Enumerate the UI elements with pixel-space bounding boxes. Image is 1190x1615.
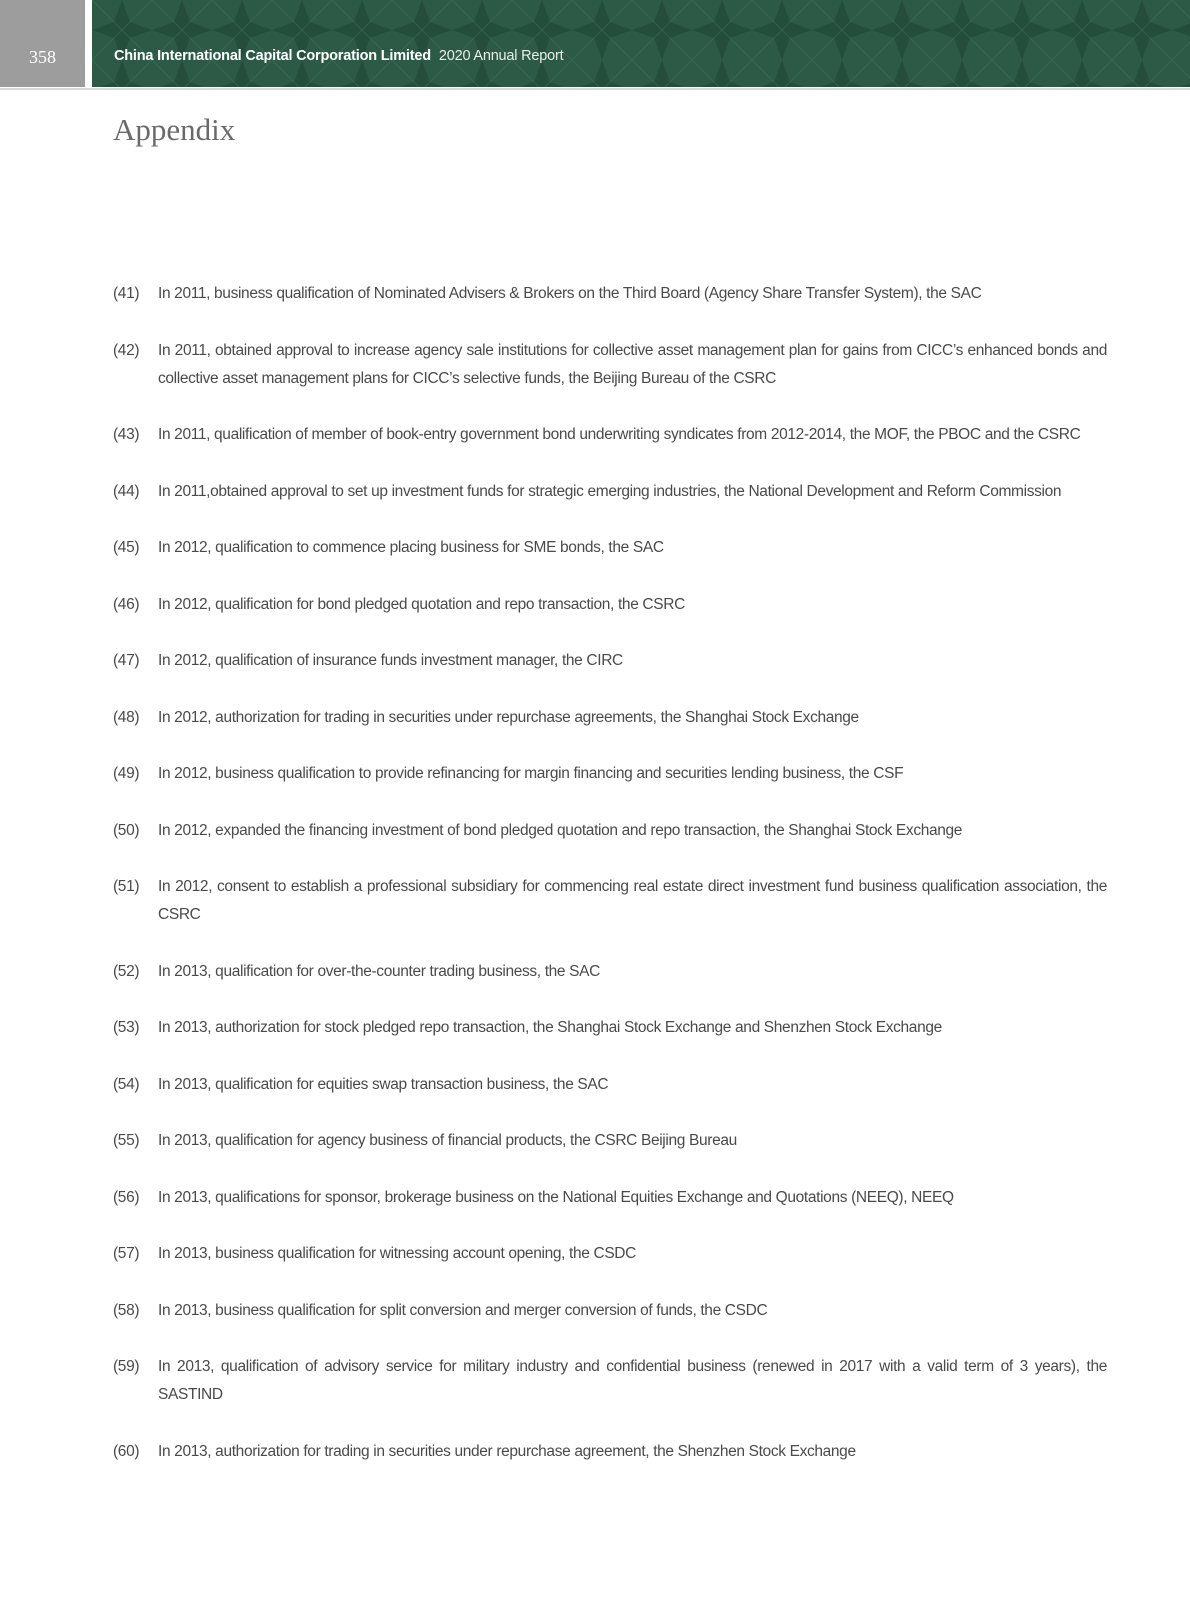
list-item [113,704,1107,732]
banner-pattern [92,0,1190,87]
item-text: In 2011, obtained approval to increase agency sale institutions for collective asset management plan for gains from CICC’s enhanced bonds and collective asset management plans for CICC’s selective funds, the Beijing Bureau of the CSRC [158,341,1107,387]
report-name: 2020 Annual Report [438,48,564,64]
list-item [113,873,1107,929]
item-number: (45) [113,539,140,556]
item-number: (58) [113,1301,140,1319]
item-number: (47) [113,652,140,669]
item-text: In 2012, expanded the financing investment of bond pledged quotation and repo transaction, the Shanghai Stock Exchange [158,821,963,839]
item-number: (55) [113,1132,140,1149]
item-text: In 2013, qualification of advisory service for military industry and confidential business (renewed in 2017 with a valid term of 3 years), the SASTIND [158,1358,1107,1403]
header-divider [0,88,1190,90]
page-number: 358 [0,0,85,87]
item-text: In 2011, business qualification of Nominated Advisers & Brokers on the Third Board (Agency Share Transfer System), the SAC [158,285,982,302]
item-text: In 2013, qualification for equities swap transaction business, the SAC [158,1075,609,1093]
item-number: (54) [113,1075,140,1093]
header-text [114,48,563,64]
item-number: (60) [113,1442,140,1460]
list-item [113,1438,1107,1466]
list-item [113,421,1107,449]
item-number: (44) [113,482,140,500]
header-banner [92,0,1190,87]
item-text: In 2012, business qualification to provide refinancing for margin financing and securities lending business, the CSF [158,765,904,782]
item-text: In 2012, qualification to commence placing business for SME bonds, the SAC [158,539,664,556]
item-number: (57) [113,1245,140,1262]
item-text: In 2012, authorization for trading in securities under repurchase agreements, the Shanghai Stock Exchange [158,708,859,726]
list-item [113,591,1107,619]
list-item [113,958,1107,986]
item-number: (50) [113,821,140,839]
list-item [113,1184,1107,1212]
item-number: (59) [113,1358,140,1375]
item-number: (51) [113,878,140,895]
list-item [113,1127,1107,1155]
item-number: (41) [113,285,140,302]
list-item [113,647,1107,675]
item-text: In 2013, business qualification for split conversion and merger conversion of funds, the CSDC [158,1301,768,1319]
item-number: (56) [113,1188,140,1206]
list-item [113,1014,1107,1042]
item-text: In 2013, authorization for trading in securities under repurchase agreement, the Shenzhen Stock Exchange [158,1442,856,1460]
item-number: (46) [113,595,140,613]
list-item [113,817,1107,845]
item-text: In 2012, qualification of insurance funds investment manager, the CIRC [158,652,623,669]
item-number: (52) [113,962,140,980]
list-item [113,1297,1107,1325]
item-text: In 2012, consent to establish a professional subsidiary for commencing real estate direct investment fund business qualification association, the CSRC [158,878,1107,923]
appendix-list [113,280,1107,1494]
list-item [113,1071,1107,1099]
item-number: (42) [113,341,140,359]
list-item [113,1353,1107,1409]
item-text: In 2011,obtained approval to set up investment funds for strategic emerging industries, the National Development and Reform Commission [158,482,1062,500]
item-number: (53) [113,1019,140,1036]
item-text: In 2011, qualification of member of book-entry government bond underwriting syndicates from 2012-2014, the MOF, the PBOC and the CSRC [158,426,1081,443]
item-text: In 2013, business qualification for witnessing account opening, the CSDC [158,1245,636,1262]
list-item [113,1240,1107,1268]
item-number: (43) [113,426,140,443]
item-number: (48) [113,708,140,726]
company-name: China International Capital Corporation Limited [114,48,431,64]
list-item [113,280,1107,308]
item-text: In 2013, qualification for agency business of financial products, the CSRC Beijing Bureau [158,1132,737,1149]
item-text: In 2013, authorization for stock pledged repo transaction, the Shanghai Stock Exchange and Shenzhen Stock Exchange [158,1019,942,1036]
item-number: (49) [113,765,140,782]
item-text: In 2013, qualification for over-the-counter trading business, the SAC [158,962,600,980]
item-text: In 2012, qualification for bond pledged quotation and repo transaction, the CSRC [158,595,685,613]
page-title: Appendix [113,112,236,147]
list-item [113,478,1107,506]
list-item [113,337,1107,393]
item-text: In 2013, qualifications for sponsor, brokerage business on the National Equities Exchange and Quotations (NEEQ), NEEQ [158,1188,954,1206]
list-item [113,760,1107,788]
list-item [113,534,1107,562]
